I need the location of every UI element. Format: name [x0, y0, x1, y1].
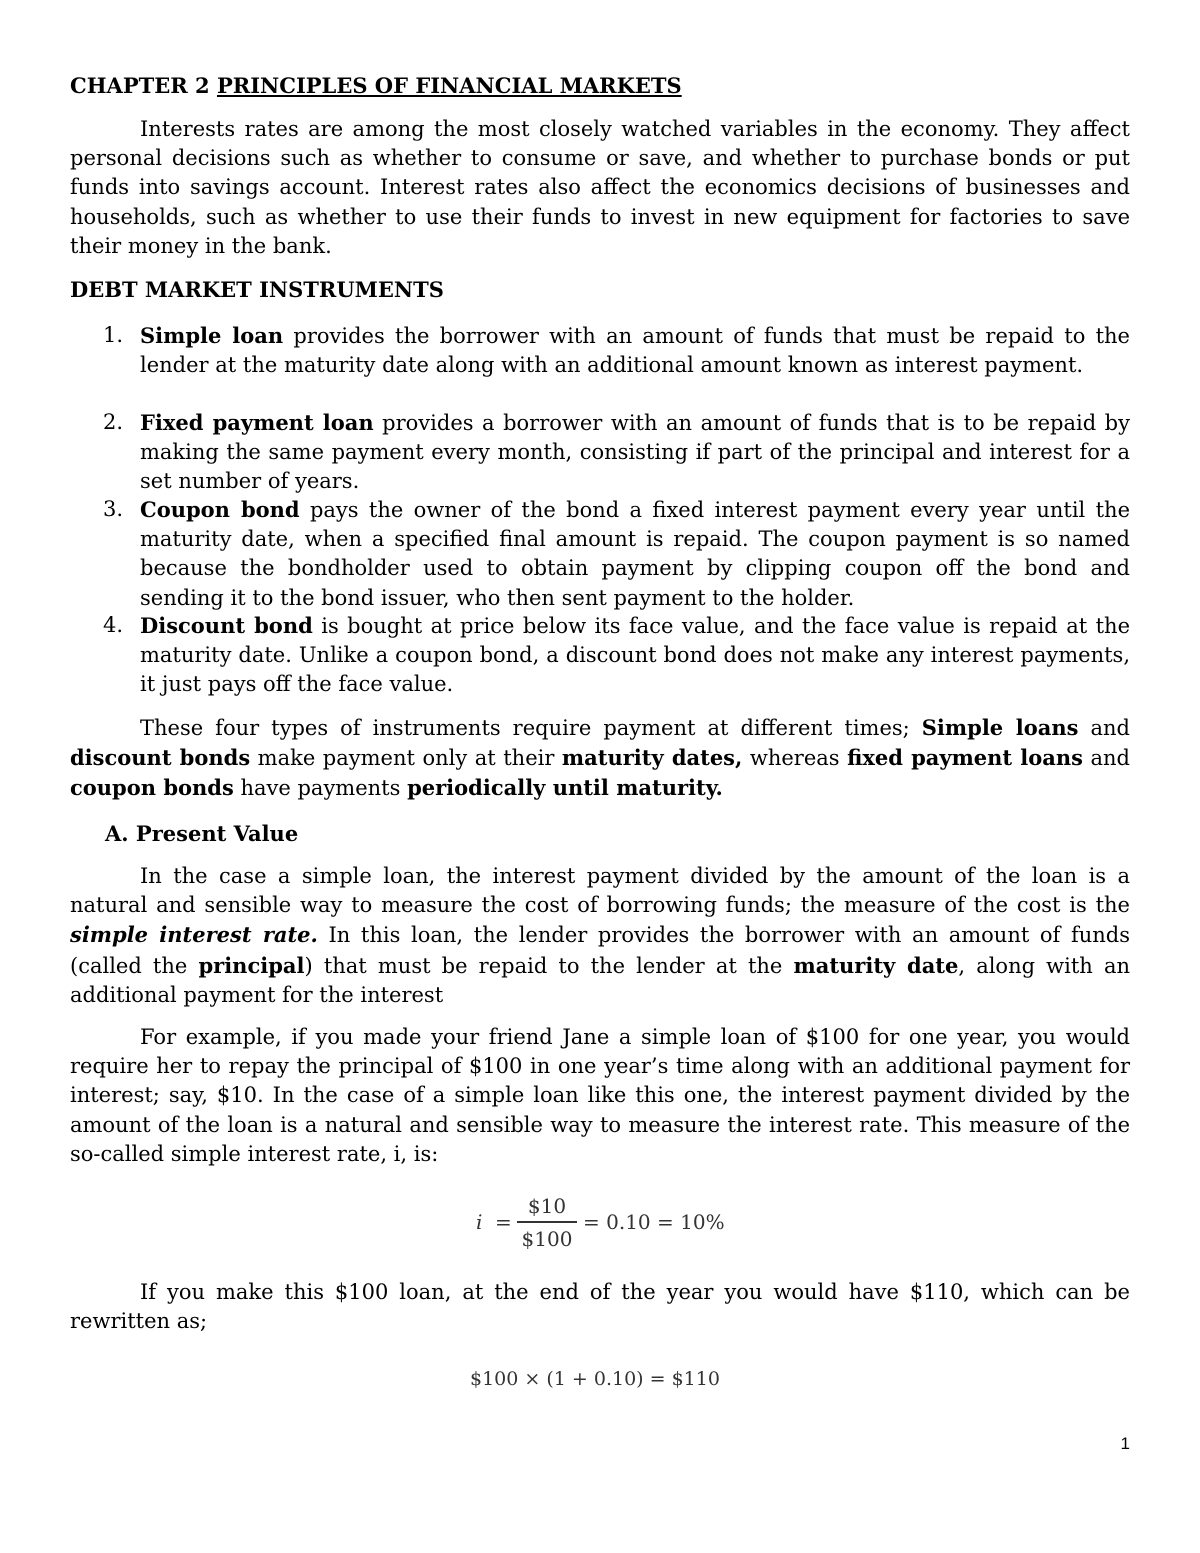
formula-denominator: $100 [521, 1227, 573, 1251]
list-number: 4. [103, 613, 124, 637]
list-number: 3. [103, 497, 124, 521]
intro-paragraph: Interests rates are among the most closely watched variables in the economy. They affect personal decisions such as whether to consume or save, and whether to purchase bonds or put funds into savings account. Interest rates also affect the economics decisions of businesses and households, such as whether to use their funds to invest in new equipment for factories to save their money in the bank. [70, 117, 1130, 258]
chapter-prefix: CHAPTER 2 [70, 73, 217, 98]
summary-text: and [1082, 746, 1131, 771]
formula-future-value: $100 × (1 + 0.10) = $110 [470, 1368, 720, 1390]
list-item [103, 408, 1130, 497]
list-text: provides the borrower with an amount of funds that must be repaid to the lender at the maturity date along with an additional amount known as interest payment. [140, 324, 1130, 378]
summary-text: These four types of instruments require payment at different times; [140, 716, 922, 740]
summary-bold: Simple loans [921, 715, 1079, 740]
list-item [103, 611, 1131, 700]
formula-result: = 0.10 = 10% [583, 1210, 725, 1234]
pv-bold-italic: simple interest rate. [70, 922, 318, 948]
page-number: 1 [1120, 1434, 1130, 1453]
section-heading: DEBT MARKET INSTRUMENTS [70, 277, 444, 302]
list-term: Fixed payment loan [140, 410, 374, 435]
list-number: 1. [103, 323, 124, 347]
summary-bold: discount bonds [70, 745, 251, 771]
summary-text: whereas [742, 746, 848, 771]
summary-bold: periodically until maturity. [407, 775, 723, 801]
list-text: provides a borrower with an amount of funds that is to be repaid by making the same payment every month, consisting if part of the principal and interest for a set number of years. [140, 411, 1130, 494]
summary-bold: maturity dates, [561, 745, 743, 771]
summary-paragraph [70, 713, 1130, 804]
subheading-present-value: A. Present Value [105, 821, 299, 846]
formula-numerator: $10 [527, 1194, 567, 1218]
fraction-bar [517, 1221, 577, 1223]
list-number: 2. [103, 410, 124, 434]
chapter-title [70, 71, 1130, 100]
pv-bold: maturity date [793, 952, 959, 978]
example-paragraph: For example, if you made your friend Jane a simple loan of $100 for one year, you would require her to repay the principal of $100 in one year’s time along with an additional payment for interest; say, $10. In the case of a simple loan like this one, the interest payment divided by the amount of the loan is a natural and sensible way to measure the interest rate. This measure of the so-called simple interest rate, i, is: [70, 1025, 1130, 1166]
summary-text: and [1078, 716, 1130, 740]
present-value-paragraph [70, 862, 1130, 1010]
pv-bold: principal [198, 952, 305, 978]
summary-text: have payments [233, 776, 408, 801]
pv-text: In the case a simple loan, the interest payment divided by the amount of the loan is a natural and sensible way to measure the cost of borrowing funds; the measure of the cost is the [70, 864, 1130, 918]
summary-text: make payment only at their [250, 746, 562, 771]
list-term: Simple loan [140, 323, 284, 348]
pv-text: In this loan, the lender provides the borrower with an amount of funds (called the [70, 923, 1130, 978]
chapter-name: PRINCIPLES OF FINANCIAL MARKETS [216, 73, 682, 98]
formula-equals: = [495, 1210, 512, 1234]
formula-variable: i [476, 1210, 483, 1234]
list-term: Discount bond [140, 613, 313, 638]
after-formula-paragraph: If you make this $100 loan, at the end of the year you would have $110, which can be rewritten as; [70, 1280, 1130, 1334]
list-text: pays the owner of the bond a fixed interest payment every year until the maturity date, when a specified final amount is repaid. The coupon payment is so named because the bondholder used to obtain payment by clipping coupon off the bond and sending it to the bond issuer, who then sent payment to the holder. [140, 498, 1130, 610]
list-term: Coupon bond [140, 497, 300, 522]
list-text: is bought at price below its face value, and the face value is repaid at the maturity date. Unlike a coupon bond, a discount bond does not make any interest payments, it just pays off the face value. [140, 614, 1131, 697]
list-item [103, 495, 1130, 613]
summary-bold: coupon bonds [70, 775, 234, 801]
list-item [103, 321, 1130, 380]
pv-text: , along with an additional payment for the interest [70, 953, 1131, 1007]
summary-bold: fixed payment loans [847, 745, 1083, 771]
pv-text: ) that must be repaid to the lender at the [304, 953, 794, 978]
